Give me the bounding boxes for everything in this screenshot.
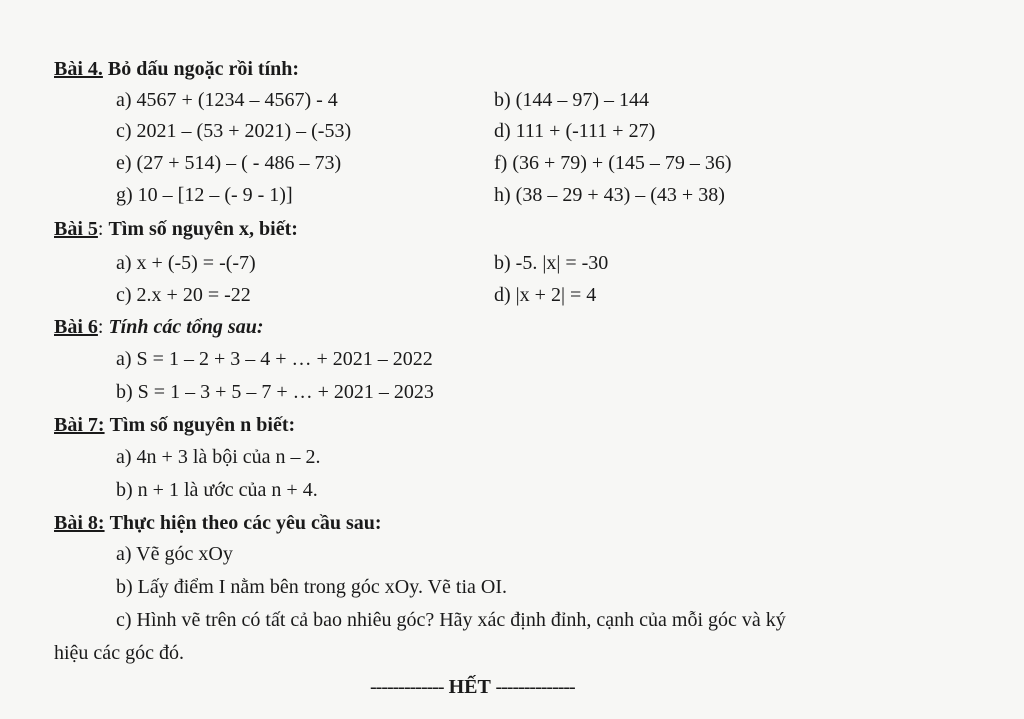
bai4-item-g: g) 10 – [12 – (- 9 - 1)] [116,184,293,206]
bai7-title: Tìm số nguyên n biết: [109,414,296,436]
bai5-item-b: b) -5. |x| = -30 [494,252,609,274]
bai4-number: Bài 4. [54,58,103,80]
bai6-heading [54,314,264,340]
bai4-heading [54,56,299,82]
bai4-item-b: b) (144 – 97) – 144 [494,89,649,111]
end-left-dashes: ------------- [370,676,444,698]
bai5-heading [54,216,298,242]
bai5-item-c: c) 2.x + 20 = -22 [116,284,251,306]
bai8-item-c-continued: hiệu các góc đó. [54,642,184,664]
end-marker [370,674,575,700]
bai8-item-b: b) Lấy điểm I nằm bên trong góc xOy. Vẽ tia OI. [116,576,508,598]
bai6-colon: : [97,316,104,338]
bai4-item-c: c) 2021 – (53 + 2021) – (-53) [116,120,352,142]
bai7-item-b: b) n + 1 là ước của n + 4. [116,479,318,501]
end-right-dashes: -------------- [495,676,575,698]
bai8-title: Thực hiện theo các yêu cầu sau: [109,512,382,534]
end-text: HẾT [448,676,491,698]
bai5-item-d: d) |x + 2| = 4 [494,284,597,306]
bai4-item-f: f) (36 + 79) + (145 – 79 – 36) [494,152,732,174]
bai6-item-b: b) S = 1 – 3 + 5 – 7 + … + 2021 – 2023 [116,381,434,403]
bai8-item-c: c) Hình vẽ trên có tất cả bao nhiêu góc? Hãy xác định đỉnh, cạnh của mỗi góc và ký [116,609,786,631]
bai4-item-h: h) (38 – 29 + 43) – (43 + 38) [494,184,725,206]
bai4-item-d: d) 111 + (-111 + 27) [494,120,656,142]
bai7-number: Bài 7: [54,414,105,436]
bai8-item-a: a) Vẽ góc xOy [116,543,233,565]
bai6-title: Tính các tổng sau: [108,316,264,338]
bai7-heading [54,412,295,438]
bai7-item-a: a) 4n + 3 là bội của n – 2. [116,446,321,468]
bai5-item-a: a) x + (-5) = -(-7) [116,252,256,274]
bai4-title: Bỏ dấu ngoặc rồi tính: [107,58,300,80]
bai8-number: Bài 8: [54,512,105,534]
bai8-heading [54,510,382,536]
bai5-colon: : [97,218,104,240]
bai6-number: Bài 6 [54,316,98,338]
bai5-number: Bài 5 [54,218,98,240]
bai5-title: Tìm số nguyên x, biết: [108,218,298,240]
bai4-item-a: a) 4567 + (1234 – 4567) - 4 [116,89,338,111]
bai4-item-e: e) (27 + 514) – ( - 486 – 73) [116,152,342,174]
bai6-item-a: a) S = 1 – 2 + 3 – 4 + … + 2021 – 2022 [116,348,433,370]
